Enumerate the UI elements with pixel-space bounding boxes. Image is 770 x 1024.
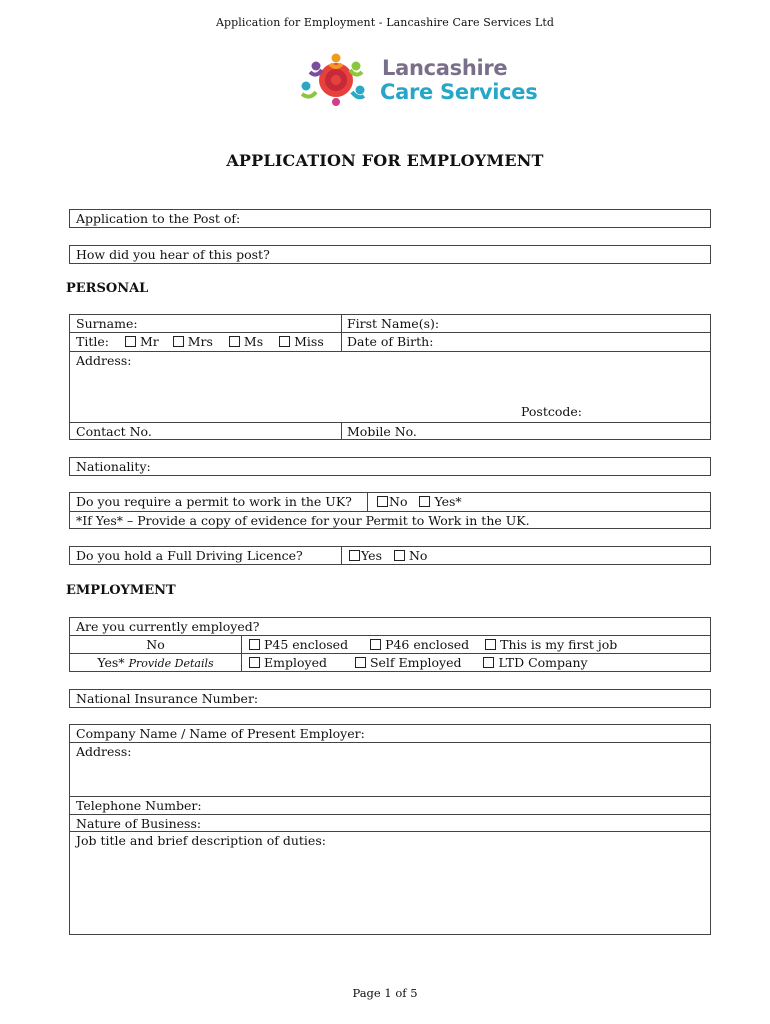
checkbox-icon[interactable]: [483, 657, 494, 668]
nature-of-business-label: Nature of Business:: [76, 816, 202, 831]
hear-of-post-label: How did you hear of this post?: [76, 247, 270, 262]
post-applied-field[interactable]: [69, 209, 711, 228]
title-mrs-option[interactable]: Mrs: [173, 334, 213, 349]
work-permit-note: *If Yes* – Provide a copy of evidence for your Permit to Work in the UK.: [76, 513, 530, 528]
checkbox-icon[interactable]: [125, 336, 136, 347]
dob-label: Date of Birth:: [347, 334, 434, 349]
licence-yes-option[interactable]: Yes: [349, 548, 382, 563]
driving-licence-question: Do you hold a Full Driving Licence?: [76, 548, 303, 563]
checkbox-icon[interactable]: [229, 336, 240, 347]
job-title-label: Job title and brief description of duties:: [76, 833, 326, 848]
title-label: Title:: [76, 334, 109, 349]
permit-no-option[interactable]: No: [377, 494, 407, 509]
surname-label: Surname:: [76, 316, 138, 331]
nationality-label: Nationality:: [76, 459, 151, 474]
ni-number-label: National Insurance Number:: [76, 691, 259, 706]
title-miss-option[interactable]: Miss: [279, 334, 324, 349]
hear-of-post-field[interactable]: [69, 245, 711, 264]
employed-option[interactable]: Employed: [249, 655, 327, 670]
work-permit-table: [69, 492, 711, 529]
ltd-company-option[interactable]: LTD Company: [483, 655, 587, 670]
no-options-row: [243, 636, 617, 653]
checkbox-icon[interactable]: [419, 496, 430, 507]
work-permit-question: Do you require a permit to work in the UK?: [76, 494, 352, 509]
checkbox-icon[interactable]: [249, 657, 260, 668]
self-employed-option[interactable]: Self Employed: [355, 655, 462, 670]
postcode-label: Postcode:: [521, 404, 583, 419]
nationality-field[interactable]: [69, 457, 711, 476]
company-name-label: Company Name / Name of Present Employer:: [76, 726, 365, 741]
employed-no-label: No: [146, 637, 165, 652]
employer-address-label: Address:: [76, 744, 132, 759]
checkbox-icon[interactable]: [370, 639, 381, 650]
employment-heading: EMPLOYMENT: [66, 583, 176, 598]
title-row: [70, 333, 324, 350]
permit-yes-option[interactable]: Yes*: [419, 494, 461, 509]
personal-heading: PERSONAL: [66, 281, 149, 296]
checkbox-icon[interactable]: [355, 657, 366, 668]
address-label: Address:: [76, 353, 132, 368]
present-employer-table: [69, 724, 711, 935]
post-applied-label: Application to the Post of:: [76, 211, 241, 226]
licence-no-option[interactable]: No: [394, 548, 427, 563]
telephone-label: Telephone Number:: [76, 798, 202, 813]
checkbox-icon[interactable]: [349, 550, 360, 561]
first-names-label: First Name(s):: [347, 316, 440, 331]
checkbox-icon[interactable]: [279, 336, 290, 347]
first-job-option[interactable]: This is my first job: [485, 637, 617, 652]
checkbox-icon[interactable]: [485, 639, 496, 650]
yes-options-row: [243, 654, 588, 671]
driving-licence-options: [343, 547, 427, 564]
checkbox-icon[interactable]: [377, 496, 388, 507]
page-number: Page 1 of 5: [352, 986, 418, 1000]
title-mr-option[interactable]: Mr: [125, 334, 159, 349]
current-employment-table: [69, 617, 711, 672]
personal-details-table: [69, 314, 711, 440]
logo-rose-icon: [296, 52, 376, 108]
title-ms-option[interactable]: Ms: [229, 334, 263, 349]
contact-no-label: Contact No.: [76, 424, 152, 439]
logo-text-line2: Care Services: [380, 80, 538, 104]
currently-employed-question: Are you currently employed?: [76, 619, 260, 634]
provide-details-note: Provide Details: [128, 657, 214, 670]
p45-option[interactable]: P45 enclosed: [249, 637, 348, 652]
running-header: Application for Employment - Lancashire Care Services Ltd: [215, 16, 555, 29]
employed-yes-label: Yes* Provide Details: [97, 655, 214, 670]
checkbox-icon[interactable]: [173, 336, 184, 347]
mobile-no-label: Mobile No.: [347, 424, 417, 439]
checkbox-icon[interactable]: [249, 639, 260, 650]
driving-licence-table: [69, 546, 711, 565]
form-title: APPLICATION FOR EMPLOYMENT: [226, 151, 544, 170]
work-permit-options: [371, 493, 462, 510]
p46-option[interactable]: P46 enclosed: [370, 637, 469, 652]
logo-text-line1: Lancashire: [382, 56, 508, 80]
checkbox-icon[interactable]: [394, 550, 405, 561]
ni-number-field[interactable]: [69, 689, 711, 708]
